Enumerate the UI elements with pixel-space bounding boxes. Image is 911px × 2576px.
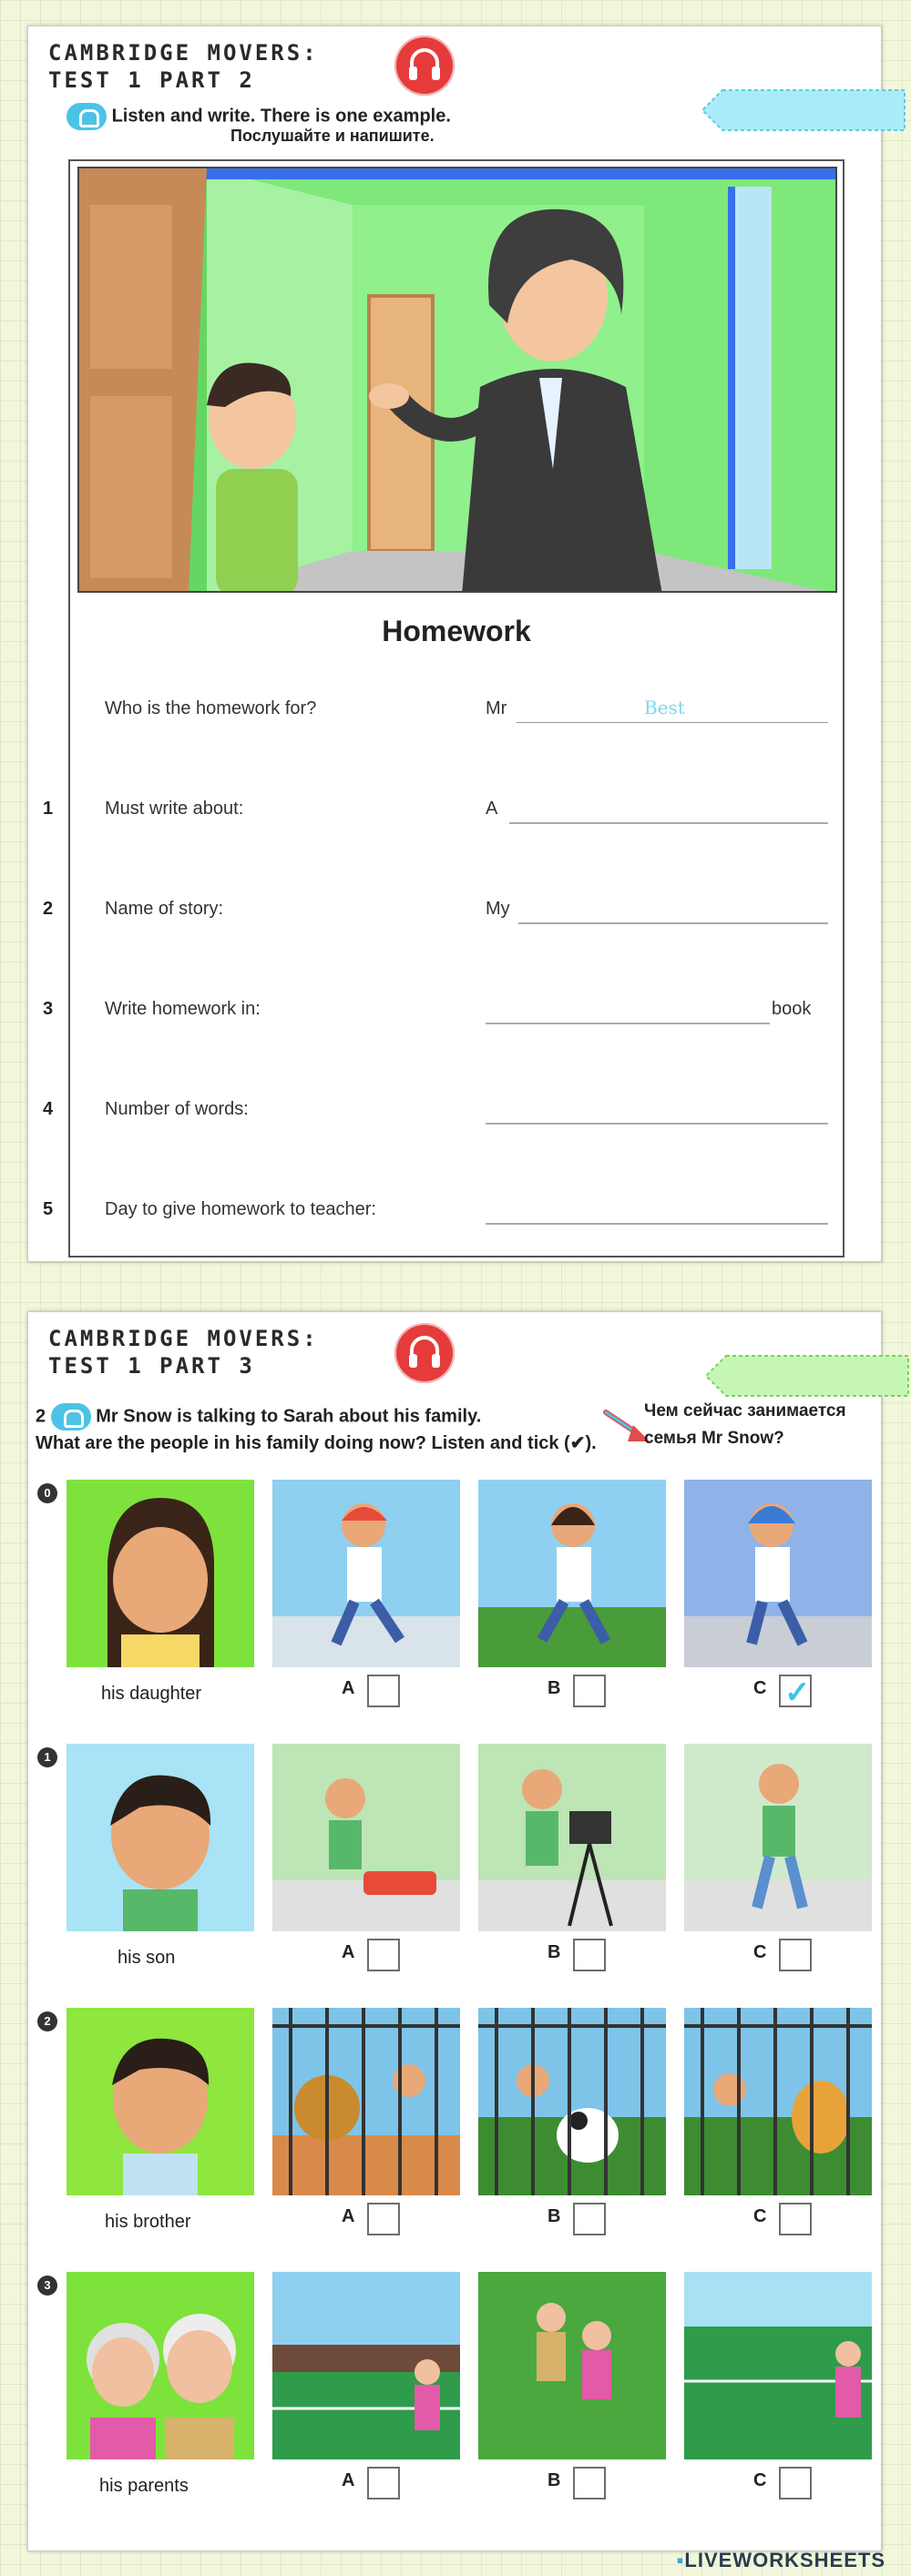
option-c-picture — [684, 2008, 872, 2195]
ru-note-line2: семья Mr Snow? — [644, 1429, 784, 1448]
option-a-picture — [272, 2008, 460, 2195]
option-a-picture — [272, 1480, 460, 1667]
answer-prefix: Mr — [486, 698, 507, 718]
tick-box-a[interactable] — [367, 2467, 400, 2500]
tick-box-c[interactable] — [779, 1675, 812, 1710]
option-letter-a: A — [342, 2206, 355, 2226]
option-letter-c: C — [753, 1942, 767, 1962]
option-c-picture — [684, 2272, 872, 2459]
headphones-icon — [406, 46, 443, 85]
homework-row-2 — [43, 891, 843, 928]
answer-input-1[interactable] — [509, 822, 828, 824]
person-label: his parents — [99, 2476, 189, 2496]
answer-line — [517, 722, 828, 723]
homework-row-3 — [43, 992, 843, 1028]
answer-input-4[interactable] — [486, 1123, 828, 1125]
part2-instruction-text: Listen and write. There is one example. — [111, 106, 451, 127]
family-row-1 — [28, 1744, 881, 1999]
son-portrait — [67, 1744, 254, 1931]
part2-instruction-ru: Послушайте и напишите. — [230, 127, 435, 145]
family-row-2 — [28, 2008, 881, 2263]
tick-box-a[interactable] — [367, 1939, 400, 1971]
answer-input-2[interactable] — [518, 922, 828, 924]
person-label: his daughter — [101, 1684, 202, 1704]
homework-row-1 — [43, 791, 843, 828]
brother-portrait — [67, 2008, 254, 2195]
person-label: his brother — [105, 2212, 191, 2232]
option-letter-b: B — [548, 1942, 561, 1962]
example-answer: Best — [644, 697, 685, 718]
tick-box-b[interactable] — [573, 1675, 606, 1707]
audio-play-button[interactable] — [394, 1323, 455, 1383]
option-letter-a: A — [342, 1678, 355, 1698]
daughter-portrait — [67, 1480, 254, 1667]
part3-title-line2: TEST 1 PART 3 — [48, 1353, 255, 1379]
tick-box-b[interactable] — [573, 1939, 606, 1971]
question-number: 2 — [43, 899, 54, 919]
row-number: 3 — [37, 2276, 57, 2296]
homework-frame — [43, 159, 844, 1257]
family-row-3 — [28, 2272, 881, 2527]
tick-box-c[interactable] — [779, 1939, 812, 1971]
option-b-picture — [478, 2008, 666, 2195]
tick-box-b[interactable] — [573, 2203, 606, 2235]
option-letter-a: A — [342, 1942, 355, 1962]
question-text: Who is the homework for? — [105, 698, 317, 718]
answer-prefix: A — [486, 799, 498, 819]
question-text: Name of story: — [105, 899, 224, 919]
question-number: 4 — [43, 1099, 54, 1119]
tick-box-c[interactable] — [779, 2203, 812, 2235]
tick-box-c[interactable] — [779, 2467, 812, 2500]
question-text: Day to give homework to teacher: — [105, 1199, 376, 1219]
option-letter-c: C — [753, 1678, 767, 1698]
question-text: Number of words: — [105, 1099, 249, 1119]
answer-input-5[interactable] — [486, 1223, 828, 1225]
part3-question-number: 2 — [36, 1406, 46, 1427]
option-letter-b: B — [548, 1678, 561, 1698]
option-b-picture — [478, 2272, 666, 2459]
audio-play-button[interactable] — [394, 36, 455, 96]
question-number: 1 — [43, 799, 54, 819]
question-text: Must write about: — [105, 799, 244, 819]
row-number: 0 — [37, 1483, 57, 1503]
part2-title-line1: CAMBRIDGE MOVERS: — [48, 40, 319, 66]
homework-heading: Homework — [382, 615, 531, 647]
person-label: his son — [118, 1948, 176, 1968]
part3-intro-line2: What are the people in his family doing now? Listen and tick (✔). — [36, 1433, 597, 1453]
answer-suffix: book — [772, 999, 812, 1019]
option-letter-c: C — [753, 2470, 767, 2490]
worksheet-part-3 — [27, 1311, 882, 2551]
question-number: 5 — [43, 1199, 54, 1219]
part3-ru-note — [644, 1398, 846, 1452]
check-answers-tab[interactable] — [704, 1352, 910, 1400]
part3-intro-line1: Mr Snow is talking to Sarah about his family. — [96, 1406, 482, 1427]
family-row-0 — [28, 1480, 881, 1735]
footer-brand: LIVEWORKSHEETS — [684, 2549, 885, 2571]
worksheet-part-2 — [27, 25, 882, 1262]
tick-box-a[interactable] — [367, 2203, 400, 2235]
option-a-picture — [272, 1744, 460, 1931]
question-text: Write homework in: — [105, 999, 261, 1019]
homework-row-5 — [43, 1192, 843, 1228]
row-number: 1 — [37, 1747, 57, 1767]
option-b-picture — [478, 1744, 666, 1931]
option-letter-b: B — [548, 2470, 561, 2490]
listen-icon — [51, 1403, 91, 1431]
homework-row-example — [70, 691, 843, 728]
parents-portrait — [67, 2272, 254, 2459]
part3-intro — [36, 1403, 597, 1456]
question-number: 3 — [43, 999, 54, 1019]
option-a-picture — [272, 2272, 460, 2459]
option-c-picture — [684, 1480, 872, 1667]
row-number: 2 — [37, 2011, 57, 2031]
headphones-icon — [406, 1334, 443, 1372]
option-c-picture — [684, 1744, 872, 1931]
tick-mark-icon: ✓ — [784, 1675, 811, 1710]
option-letter-b: B — [548, 2206, 561, 2226]
option-letter-a: A — [342, 2470, 355, 2490]
homework-row-4 — [43, 1092, 843, 1128]
part2-title-line2: TEST 1 PART 2 — [48, 67, 255, 93]
listen-icon — [67, 103, 107, 130]
ru-note-line1: Чем сейчас занимается — [644, 1401, 846, 1420]
option-b-picture — [478, 1480, 666, 1667]
answer-prefix: My — [486, 899, 510, 919]
part3-title-line1: CAMBRIDGE MOVERS: — [48, 1326, 319, 1351]
liveworksheets-logo: ▪LIVEWORKSHEETS — [676, 2549, 885, 2571]
option-letter-c: C — [753, 2206, 767, 2226]
check-answers-tab[interactable] — [701, 87, 906, 134]
answer-input-3[interactable] — [486, 1023, 770, 1024]
tick-box-b[interactable] — [573, 2467, 606, 2500]
tick-box-a[interactable] — [367, 1675, 400, 1707]
teacher-boy-illustration — [77, 167, 837, 593]
